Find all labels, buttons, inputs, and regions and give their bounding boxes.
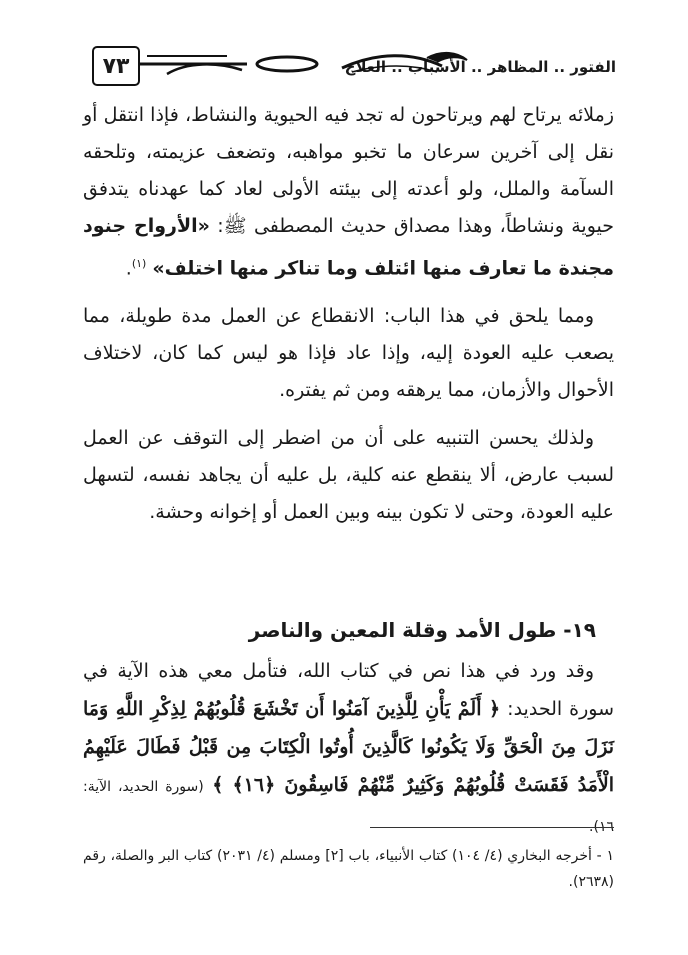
- footnote-ref: (١): [131, 257, 147, 270]
- page-number: ٧٣: [92, 46, 140, 86]
- running-header: [95, 40, 616, 84]
- footnote: [83, 843, 614, 895]
- paragraph-3: ولذلك يحسن التنبيه على أن من اضطر إلى التوقف عن العمل لسبب عارض، ألا ينقطع عنه كلية، بل عليه أن يجاهد نفسه، لتسهل عليه العودة، وحتى لا تكون بينه وبين العمل أو إخوانه وحشة.: [83, 427, 614, 524]
- section-heading: ١٩- طول الأمد وقلة المعين والناصر: [248, 618, 596, 642]
- main-text: [83, 97, 614, 542]
- verse-citation: (سورة الحديد، الآية: ١٦).: [83, 779, 614, 835]
- paragraph-1: زملائه يرتاح لهم ويرتاحون له تجد فيه الحيوية والنشاط، فإذا انتقل أو نقل إلى آخرين سرعان ما تخبو مواهبه، وتضعف عزيمته، وتلحقه السآمة والملل، ولو أعدته إلى بيئته الأولى لعاد كما عهدناه يتدفق حيوية ونشاطاً، وهذا مصداق حديث المصطفى ﷺ: «الأرواح جنود مجندة ما تعارف منها ائتلف وما تناكر منها اختلف» $^{(١)}$.: [83, 104, 614, 280]
- section-text: [83, 652, 614, 846]
- paragraph-4: وقد ورد في هذا نص في كتاب الله، فتأمل معي هذه الآية في سورة الحديد: ﴿ أَلَمْ يَأْنِ لِلَّذِينَ آمَنُوا أَن تَخْشَعَ قُلُوبُهُمْ لِذِكْرِ اللَّهِ وَمَا نَزَلَ مِنَ الْحَقِّ وَلَا يَكُونُوا كَالَّذِينَ أُوتُوا الْكِتَابَ مِن قَبْلُ فَطَالَ عَلَيْهِمُ الْأَمَدُ فَقَسَتْ قُلُوبُهُمْ وَكَثِيرٌ مِّنْهُمْ فَاسِقُونَ ﴿١٦﴾ ﴾ (سورة الحديد، الآية: ١٦).: [83, 660, 614, 835]
- footnote-text: ١ - أخرجه البخاري (٤/ ١٠٤) كتاب الأنبياء، باب [٢] ومسلم (٤/ ٢٠٣١) كتاب البر والصلة، رقم (٢٦٣٨).: [83, 848, 614, 890]
- paragraph-2: ومما يلحق في هذا الباب: الانقطاع عن العمل مدة طويلة، مما يصعب عليه العودة إليه، وإذا عاد فإذا هو ليس كما كان، لاختلاف الأحوال والأزمان، مما يرهقه ومن ثم يفتره.: [83, 305, 614, 402]
- quran-verse: ﴿ أَلَمْ يَأْنِ لِلَّذِينَ آمَنُوا أَن تَخْشَعَ قُلُوبُهُمْ لِذِكْرِ اللَّهِ وَمَا نَزَلَ مِنَ الْحَقِّ وَلَا يَكُونُوا كَالَّذِينَ أُوتُوا الْكِتَابَ مِن قَبْلُ فَطَالَ عَلَيْهِمُ الْأَمَدُ فَقَسَتْ قُلُوبُهُمْ وَكَثِيرٌ مِّنْهُمْ فَاسِقُونَ ﴿١٦﴾ ﴾: [83, 698, 614, 796]
- hadith-quote: «الأرواح جنود مجندة ما تعارف منها ائتلف وما تناكر منها اختلف»: [83, 215, 614, 280]
- header-title: الفتور .. المظاهر .. الأسباب .. العلاج: [344, 58, 616, 76]
- header-ornament-icon: [137, 44, 482, 84]
- footnote-divider: [370, 827, 614, 828]
